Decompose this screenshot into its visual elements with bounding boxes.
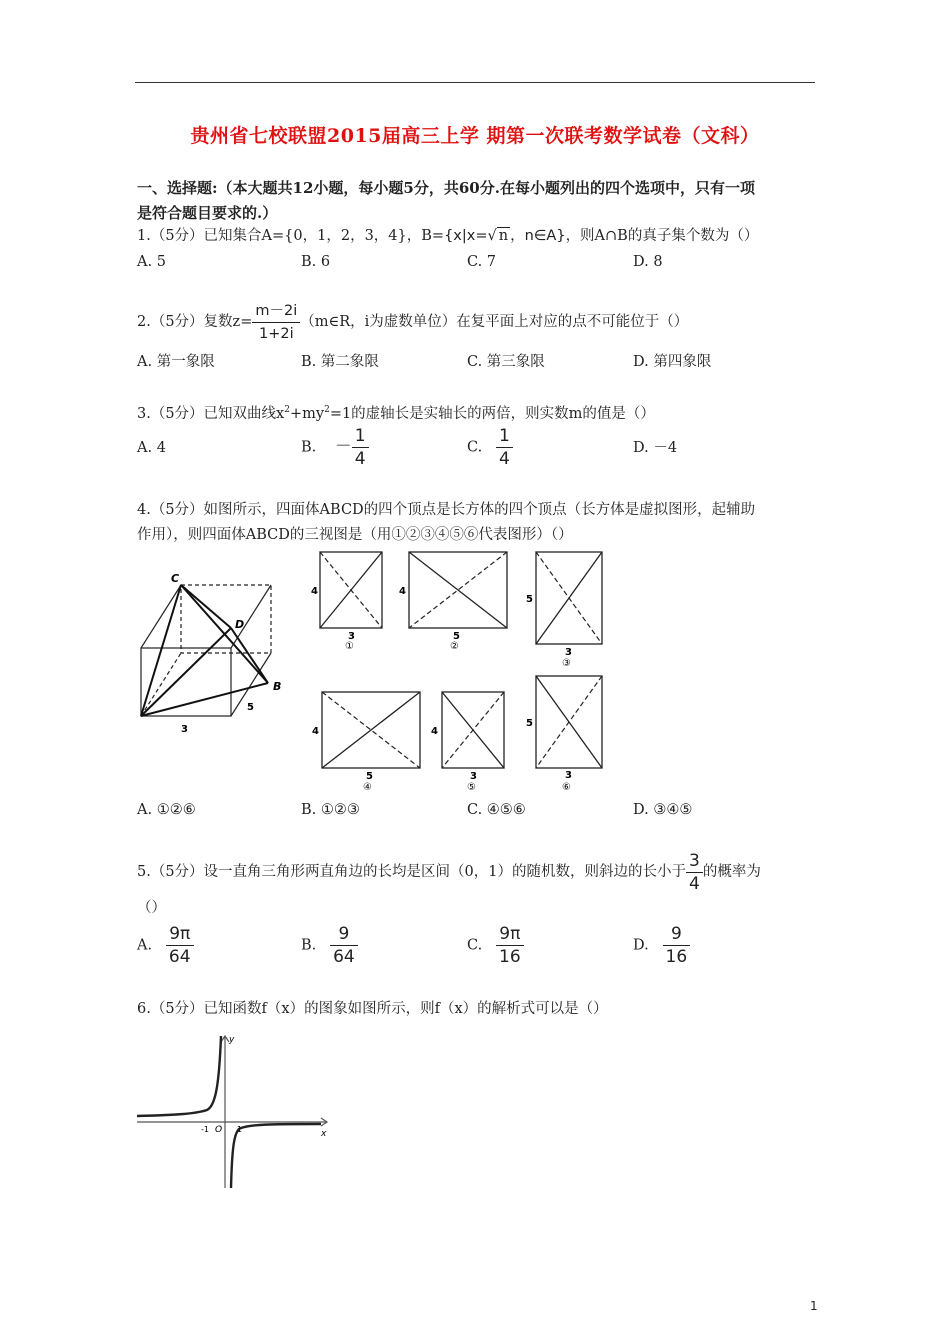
q5-option-c-den: 16	[499, 947, 521, 967]
q3-option-b-sign: －	[334, 436, 352, 457]
q3-option-c-den: 4	[499, 449, 510, 469]
q3-option-c	[467, 426, 513, 469]
q1-prefix: 1.（5分）已知集合A={0，1，2，3，4}，B=	[137, 228, 445, 244]
q3-text-a: 3.（5分）已知双曲线x	[137, 405, 285, 422]
view-4-side: 4	[312, 726, 319, 737]
q5-option-d-num: 9	[663, 924, 691, 946]
question-3	[137, 400, 655, 424]
question-1	[137, 226, 758, 246]
view-1	[308, 550, 388, 650]
q5-option-c	[467, 924, 524, 967]
graph-left-branch	[137, 1036, 221, 1116]
q3-text-c: =1的虚轴长是实轴长的两倍，则实数m的值是（）	[329, 405, 655, 422]
cube-label-five: 5	[247, 702, 254, 713]
view-5-bottom: 3	[470, 771, 477, 782]
q3-option-b-den: 4	[354, 449, 366, 469]
q3-sup1: 2	[284, 405, 290, 415]
view-3-bottom: 3	[565, 647, 572, 658]
tetra-edge-cd	[181, 585, 231, 628]
graph-label-x: x	[321, 1129, 327, 1139]
q5-option-a-fraction	[166, 924, 194, 967]
view-2-mark: ②	[450, 641, 459, 650]
view-2-bottom: 5	[453, 631, 460, 642]
view-1-side: 4	[311, 586, 318, 597]
cube-label-b: B	[273, 680, 282, 693]
q4-option-d: D. ③④⑤	[633, 802, 693, 818]
q5-option-c-num: 9π	[496, 924, 524, 946]
q1-option-a: A. 5	[137, 254, 166, 270]
q3-option-c-label: C.	[467, 439, 483, 456]
q5-option-d-label: D.	[633, 937, 649, 954]
q5-suffix: 的概率为	[702, 864, 761, 880]
page-number: 1	[810, 1299, 818, 1313]
q1-option-b: B. 6	[301, 254, 331, 270]
q1-set-close: ，n∈A}	[510, 228, 566, 244]
q3-option-b-fraction	[352, 426, 369, 469]
view-5-side: 4	[431, 726, 438, 737]
view-1-bottom: 3	[348, 631, 355, 642]
q3-option-c-num: 1	[496, 426, 513, 448]
q5-frac-num: 3	[686, 851, 703, 873]
view-6-side: 5	[526, 718, 533, 729]
q5-prefix: 5.（5分）设一直角三角形两直角边的长均是区间（0，1）的随机数，则斜边的长小于	[137, 864, 687, 880]
cube-label-d: D	[235, 618, 245, 631]
q5-fraction	[686, 851, 703, 894]
view-6-mark: ⑥	[562, 782, 571, 793]
view-5	[428, 688, 508, 793]
q2-suffix: （m∈R，i为虚数单位）在复平面上对应的点不可能位于（）	[300, 314, 689, 330]
q2-frac-den: 1+2i	[258, 325, 294, 342]
view-2	[395, 550, 510, 650]
q5-option-b	[301, 924, 358, 967]
view-4-mark: ④	[363, 782, 372, 793]
view-5-mark: ⑤	[467, 782, 476, 793]
view-6	[522, 674, 606, 794]
header-rule	[135, 82, 815, 83]
q5-option-b-den: 64	[333, 947, 355, 967]
q3-text-b: +my	[289, 405, 325, 422]
q3-option-d: D. －4	[633, 440, 678, 456]
section-heading-line2: 是符合题目要求的.）	[137, 204, 278, 222]
q2-option-d: D. 第四象限	[633, 354, 712, 370]
view-3-mark: ③	[562, 658, 571, 669]
q3-sup2: 2	[324, 405, 330, 415]
q5-option-a-num: 9π	[166, 924, 194, 946]
q4-option-a: A. ①②⑥	[137, 802, 196, 818]
question-5-line1	[137, 850, 761, 894]
q2-prefix: 2.（5分）复数z=	[137, 314, 253, 330]
cube-label-three: 3	[181, 724, 188, 735]
graph-label-origin: O	[215, 1125, 223, 1135]
cube-label-c: C	[171, 572, 180, 585]
view-3-side: 5	[526, 594, 533, 605]
question-6: 6.（5分）已知函数f（x）的图象如图所示，则f（x）的解析式可以是（）	[137, 1001, 608, 1017]
cube-front-face	[141, 648, 231, 716]
section-heading	[137, 176, 817, 226]
view-3	[522, 550, 606, 670]
q5-frac-den: 4	[689, 873, 700, 894]
graph-label-pos1: 1	[237, 1125, 243, 1134]
graph-label-y: y	[229, 1035, 235, 1045]
cube-edge-tl	[141, 585, 181, 648]
q5-option-c-fraction	[496, 924, 524, 967]
q1-option-c: C. 7	[467, 254, 497, 270]
q3-option-b-label: B.	[301, 439, 317, 456]
q3-option-a: A. 4	[137, 440, 166, 456]
function-graph	[135, 1028, 335, 1193]
section-heading-line1: 一、选择题:（本大题共12小题，每小题5分，共60分.在每小题列出的四个选项中，只有一项	[137, 179, 755, 197]
tetra-edge-db	[231, 628, 268, 683]
q5-option-d-den: 16	[665, 947, 688, 967]
question-2	[137, 300, 688, 344]
q1-sqrt-var: n	[498, 228, 509, 244]
view-2-side: 4	[399, 586, 406, 597]
q1-set-open: {x|x=	[444, 228, 488, 244]
q4-option-c: C. ④⑤⑥	[467, 802, 526, 818]
q3-option-b-num: 1	[352, 426, 369, 448]
q5-option-d	[633, 924, 690, 967]
q5-option-d-fraction	[663, 924, 691, 967]
view-6-bottom: 3	[565, 770, 572, 781]
q5-option-b-label: B.	[301, 937, 317, 954]
question-5-line2: （）	[137, 900, 166, 916]
graph-label-neg1: -1	[201, 1125, 209, 1134]
q3-option-c-fraction	[496, 426, 513, 469]
view-4	[308, 688, 426, 793]
view-1-mark: ①	[345, 641, 354, 650]
cube-back-face	[181, 585, 271, 653]
q3-option-b	[301, 426, 369, 469]
q2-frac-num: m－2i	[252, 301, 300, 323]
q5-option-a-label: A.	[137, 937, 153, 954]
q2-option-c: C. 第三象限	[467, 354, 545, 370]
q5-option-b-fraction	[330, 924, 358, 967]
q2-fraction	[252, 301, 300, 344]
q5-option-a	[137, 924, 194, 967]
tetrahedron-cube-figure	[133, 568, 293, 738]
q5-option-a-den: 64	[168, 947, 191, 967]
q1-option-d: D. 8	[633, 254, 663, 270]
q5-option-b-num: 9	[330, 924, 358, 946]
q4-option-b: B. ①②③	[301, 802, 360, 818]
sqrt-symbol: √	[487, 228, 497, 244]
view-4-bottom: 5	[366, 771, 373, 782]
q1-suffix: ，则A∩B的真子集个数为（）	[565, 228, 759, 244]
q2-option-b: B. 第二象限	[301, 354, 379, 370]
q2-option-a: A. 第一象限	[137, 354, 215, 370]
question-4-line1: 4.（5分）如图所示，四面体ABCD的四个顶点是长方体的四个顶点（长方体是虚拟图形，起辅助	[137, 502, 756, 518]
page-title: 贵州省七校联盟2015届高三上学 期第一次联考数学试卷（文科）	[190, 125, 760, 147]
q5-option-c-label: C.	[467, 937, 483, 954]
question-4-line2: 作用），则四面体ABCD的三视图是（用①②③④⑤⑥代表图形）（）	[137, 527, 573, 543]
graph-right-branch	[231, 1124, 321, 1188]
